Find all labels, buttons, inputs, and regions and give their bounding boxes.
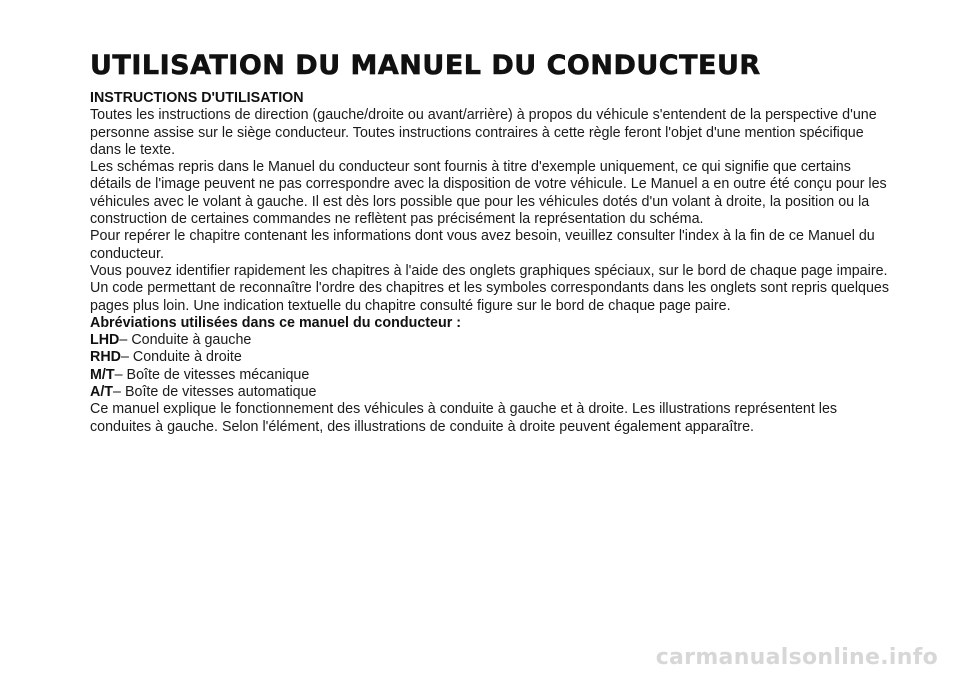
paragraph-tabs: Vous pouvez identifier rapidement les chapitres à l'aide des onglets graphiques spéciaux, sur le bord de chaque page impaire. Un code permettant de reconnaître l'ordre des chapitres et les symboles correspondants dans les onglets sont repris quelques pages plus loin. Une indication textuelle du chapitre consulté figure sur le bord de chaque page paire.	[90, 262, 890, 314]
watermark-text: carmanualsonline.info	[655, 645, 938, 670]
abbreviation-item	[90, 349, 890, 366]
abbreviation-text: – Boîte de vitesses mécanique	[114, 366, 310, 383]
abbreviation-text: – Conduite à gauche	[119, 332, 252, 349]
page-title: UTILISATION DU MANUEL DU CONDUCTEUR	[90, 50, 761, 81]
abbreviation-text: – Boîte de vitesses automatique	[113, 384, 317, 401]
abbreviation-item	[90, 332, 890, 349]
paragraph-closing: Ce manuel explique le fonctionnement des véhicules à conduite à gauche et à droite. Les illustrations représentent les conduites à gauche. Selon l'élément, des illustrations de conduite à droite peuvent également apparaître.	[90, 401, 838, 435]
abbreviation-text: – Conduite à droite	[120, 349, 242, 366]
section-heading: INSTRUCTIONS D'UTILISATION	[90, 90, 304, 106]
abbreviation-code: RHD	[90, 349, 121, 366]
paragraph-direction: Toutes les instructions de direction (gauche/droite ou avant/arrière) à propos du véhicule s'entendent de la perspective d'une personne assise sur le siège conducteur. Toutes instructions contraires à cette règle feront l'objet d'une mention spécifique dans le texte.	[90, 107, 877, 158]
abbreviation-item	[90, 384, 890, 401]
abbreviations-list	[90, 332, 890, 401]
abbreviation-code: LHD	[90, 332, 120, 349]
abbreviations-heading: Abréviations utilisées dans ce manuel du conducteur :	[90, 314, 462, 331]
abbreviation-code: A/T	[90, 384, 114, 401]
paragraph-index: Pour repérer le chapitre contenant les informations dont vous avez besoin, veuillez consulter l'index à la fin de ce Manuel du conducteur.	[90, 228, 875, 262]
abbreviation-code: M/T	[90, 366, 115, 383]
manual-page	[90, 50, 890, 436]
paragraph-schemas: Les schémas repris dans le Manuel du conducteur sont fournis à titre d'exemple uniquement, ce qui signifie que certains détails de l'image peuvent ne pas correspondre avec la disposition de votre véhicule. Le Manuel a en outre été conçu pour les véhicules avec le volant à gauche. Il est dès lors possible que pour les véhicules dotés d'un volant à droite, la position ou la construction de certaines commandes ne reflètent pas précisément la représentation du schéma.	[90, 159, 887, 228]
abbreviation-item	[90, 367, 890, 384]
